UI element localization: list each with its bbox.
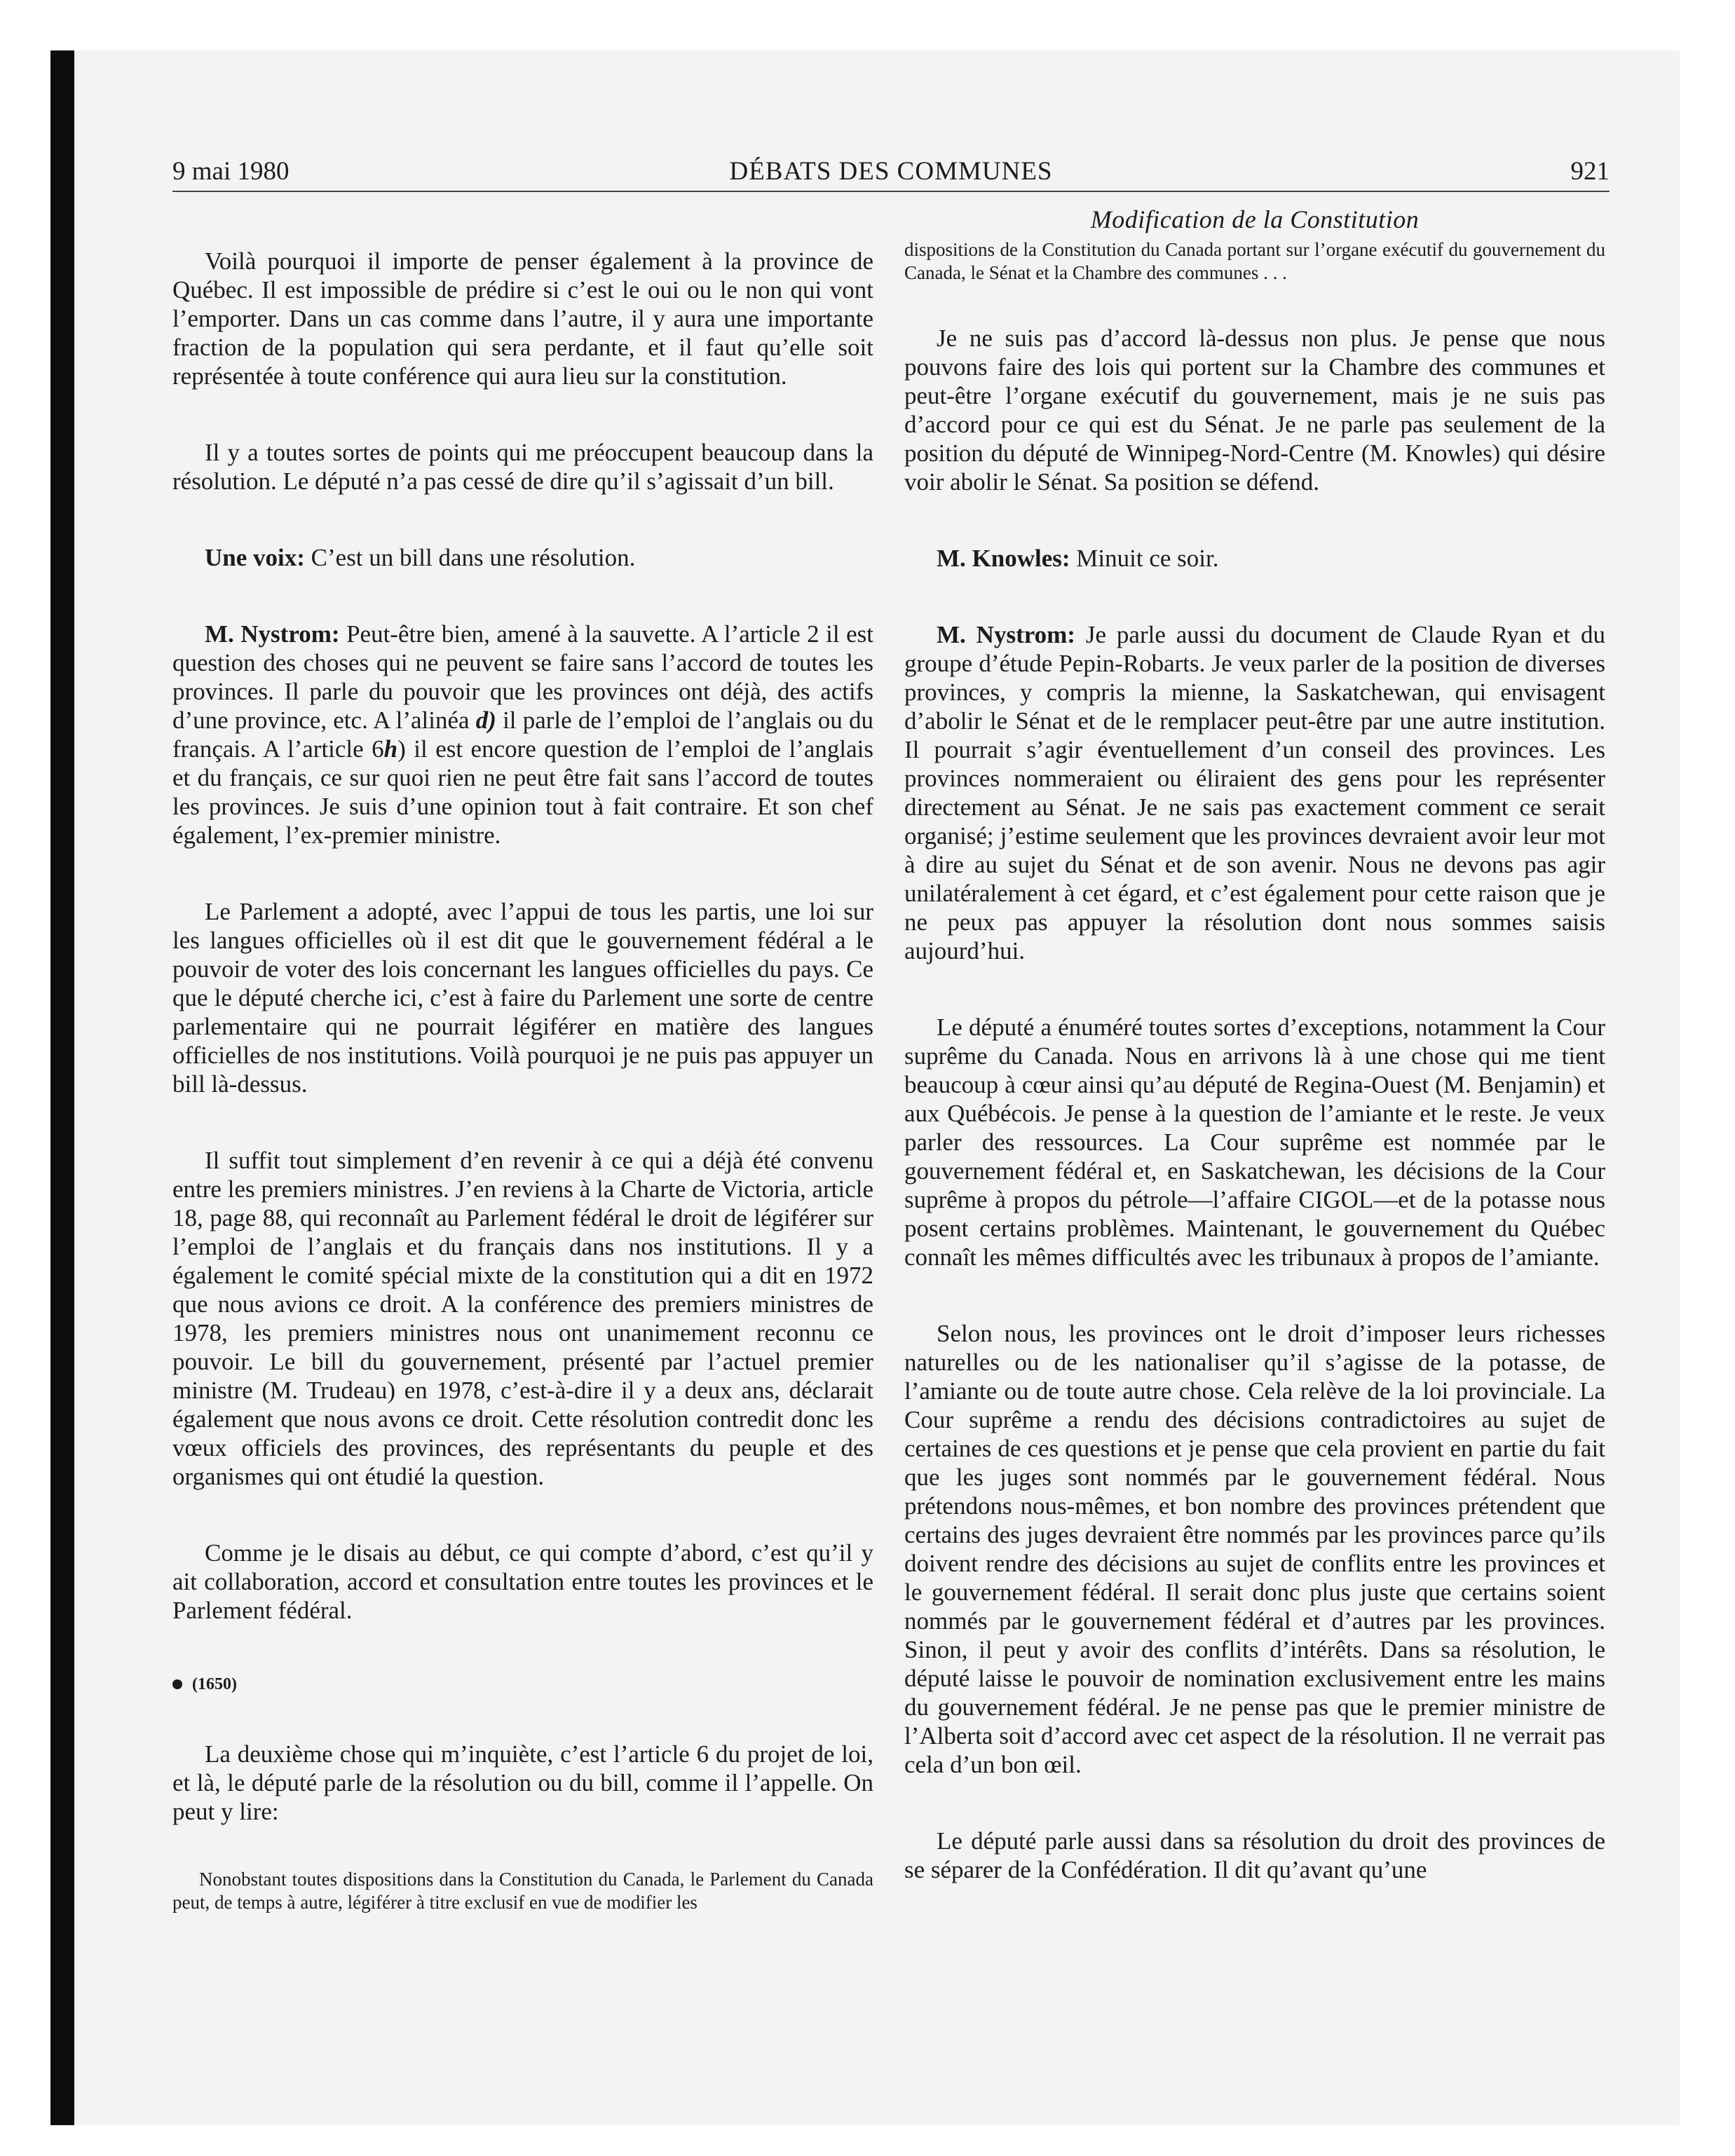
paragraph: Le député parle aussi dans sa résolution du droit des provinces de se séparer de la Confédération. Il dit qu’avant qu’une <box>904 1827 1605 1883</box>
paragraph: Voilà pourquoi il importe de penser également à la province de Québec. Il est impossible de prédire si c’est le oui ou le non qui vont l’emporter. Dans un cas comme dans l’autre, il y aura une importante fraction de la population qui sera perdante, et il faut qu’elle soit représentée à toute conférence qui aura lieu sur la constitution. <box>172 247 873 390</box>
paragraph: Je ne suis pas d’accord là-dessus non plus. Je pense que nous pouvons faire des lois qui portent sur la Chambre des communes et peut-être l’organe exécutif du gouvernement, mais je ne suis pas d’accord pour ce qui est du Sénat. Je ne parle pas seulement de la position du député de Winnipeg-Nord-Centre (M. Knowles) qui désire voir abolir le Sénat. Sa position se défend. <box>904 325 1605 496</box>
header-title: DÉBATS DES COMMUNES <box>729 157 1053 186</box>
time-marker-text: (1650) <box>192 1675 237 1693</box>
paragraph: Il y a toutes sortes de points qui me préoccupent beaucoup dans la résolution. Le député n’a pas cessé de dire qu’il s’agissait d’un bill. <box>172 439 873 495</box>
speech-text: Peut-être bien, amené à la sauvette. A l’article 2 il est question des choses qui ne peuvent se faire sans l’accord de toutes les provinces. Il parle du pouvoir que les provinces ont déjà, des actifs d’une province, etc. A l’alinéa <box>172 620 873 734</box>
bullet-icon <box>172 1679 182 1689</box>
scan-binding-edge <box>50 50 74 2125</box>
quoted-text: Nonobstant toutes dispositions dans la Constitution du Canada, le Parlement du Canada peut, de temps à autre, légiférer à titre exclusif en vue de modifier les <box>172 1869 873 1913</box>
speech-text: Minuit ce soir. <box>1070 545 1219 572</box>
paragraph: Il suffit tout simplement d’en revenir à ce qui a déjà été convenu entre les premiers ministres. J’en reviens à la Charte de Victoria, article 18, page 88, qui reconnaît au Parlement fédéral le droit de légiférer sur l’emploi de l’anglais et du français dans nos institutions. Il y a également le comité spécial mixte de la constitution qui a dit en 1972 que nous avions ce droit. A la conférence des premiers ministres de 1978, les premiers ministres nous ont unanimement reconnu ce pouvoir. Le bill du gouvernement, présenté par l’actuel premier ministre (M. Trudeau) en 1978, c’est-à-dire il y a deux ans, déclarait également que nous avons ce droit. Cette résolution contredit donc les vœux officiels des provinces, des représentants du peuple et des organismes qui ont étudié la question. <box>172 1147 873 1490</box>
speaker-name: Une voix: <box>205 544 305 571</box>
running-head: Modification de la Constitution <box>1090 205 1420 233</box>
paragraph-intervention <box>172 620 873 850</box>
paragraph-intervention <box>172 543 873 572</box>
paragraph-intervention <box>904 544 1605 573</box>
time-marker <box>172 1674 873 1695</box>
speech-text: C’est un bill dans une résolution. <box>304 544 636 571</box>
right-column <box>904 205 1605 1884</box>
speech-text-emphasis: h <box>383 735 398 763</box>
paragraph: Le Parlement a adopté, avec l’appui de tous les partis, une loi sur les langues officielles où il est dit que le gouvernement fédéral a le pouvoir de voter des lois concernant les langues officielles du pays. Ce que le député cherche ici, c’est à faire du Parlement une sorte de centre parlementaire qui ne pourrait légiférer en matière des langues officielles de nos institutions. Voilà pourquoi je ne puis pas appuyer un bill là-dessus. <box>172 898 873 1098</box>
left-column <box>172 205 873 1914</box>
paragraph: La deuxième chose qui m’inquiète, c’est l’article 6 du projet de loi, et là, le député parle de la résolution ou du bill, comme il l’appelle. On peut y lire: <box>172 1740 873 1825</box>
paragraph: Comme je le disais au début, ce qui compte d’abord, c’est qu’il y ait collaboration, accord et consultation entre toutes les provinces et le Parlement fédéral. <box>172 1539 873 1624</box>
paragraph: Selon nous, les provinces ont le droit d’imposer leurs richesses naturelles ou de les nationaliser qu’il s’agisse de la potasse, de l’amiante ou de toute autre chose. Cela relève de la loi provinciale. La Cour suprême a rendu des décisions contradictoires au sujet de certaines de ces questions et je pense que cela provient en partie du fait que les juges sont nommés par le gouvernement fédéral. Nous prétendons nous-mêmes, et bon nombre des provinces prétendent que certains des juges devraient être nommés par les provinces parce qu’ils doivent rendre des décisions au sujet de conflits entre les provinces et le gouvernement fédéral. Il serait donc plus juste que certains soient nommés par le gouvernement fédéral et d’autres par les provinces. Sinon, il peut y avoir des conflits d’intérêts. Dans sa résolution, le député laisse le pouvoir de nomination exclusivement entre les mains du gouvernement fédéral. Je ne pense pas que le premier ministre de l’Alberta soit d’accord avec cet aspect de la résolution. Il ne verrait pas cela d’un bon œil. <box>904 1320 1605 1778</box>
header-page-number: 921 <box>1570 157 1610 186</box>
quoted-text: dispositions de la Constitution du Canada portant sur l’organe exécutif du gouvernement du Canada, le Sénat et la Chambre des communes . . . <box>904 239 1605 283</box>
speech-text-emphasis: d) <box>475 707 496 734</box>
speaker-name: M. Knowles: <box>937 545 1070 572</box>
page-header <box>172 149 1610 192</box>
paragraph: Le député a énuméré toutes sortes d’exceptions, notamment la Cour suprême du Canada. Nous en arrivons là à une chose qui me tient beaucoup à cœur ainsi qu’au député de Regina-Ouest (M. Benjamin) et aux Québécois. Je pense à la question de l’amiante et le reste. Je veux parler des ressources. La Cour suprême est nommée par le gouvernement fédéral et, en Saskatchewan, les décisions de la Cour suprême à propos du pétrole—l’affaire CIGOL—et de la potasse nous posent certains problèmes. Maintenant, le gouvernement du Québec connaît les mêmes difficultés avec les tribunaux à propos de l’amiante. <box>904 1014 1605 1271</box>
header-date: 9 mai 1980 <box>172 157 290 186</box>
speech-text: ) il est encore question de l’emploi de l’anglais et du français, ce sur quoi rien ne peut être fait sans l’accord de toutes les provinces. Je suis d’une opinion tout à fait contraire. Et son chef également, l’ex-premier ministre. <box>172 735 873 849</box>
speech-text: Je parle aussi du document de Claude Ryan et du groupe d’étude Pepin-Robarts. Je veux parler de la position de diverses provinces, y compris la mienne, la Saskatchewan, qui envisagent d’abolir le Sénat et de le remplacer peut-être par une autre institution. Il pourrait s’agir éventuellement d’un conseil des provinces. Les provinces nommeraient ou éliraient des gens pour les représenter directement au Sénat. Je ne sais pas exactement comment ce serait organisé; j’estime seulement que les provinces devraient avoir leur mot à dire au sujet du Sénat et de son avenir. Nous ne devons pas agir unilatéralement à cet égard, et c’est également pour cette raison que je ne peux pas appuyer la résolution dont nous sommes saisis aujourd’hui. <box>904 621 1605 964</box>
speaker-name: M. Nystrom: <box>205 620 340 648</box>
paragraph-intervention <box>904 620 1605 965</box>
speaker-name: M. Nystrom: <box>937 621 1075 648</box>
speech-text: il parle de l’emploi de l’anglais ou du français. A l’article 6 <box>172 707 873 763</box>
